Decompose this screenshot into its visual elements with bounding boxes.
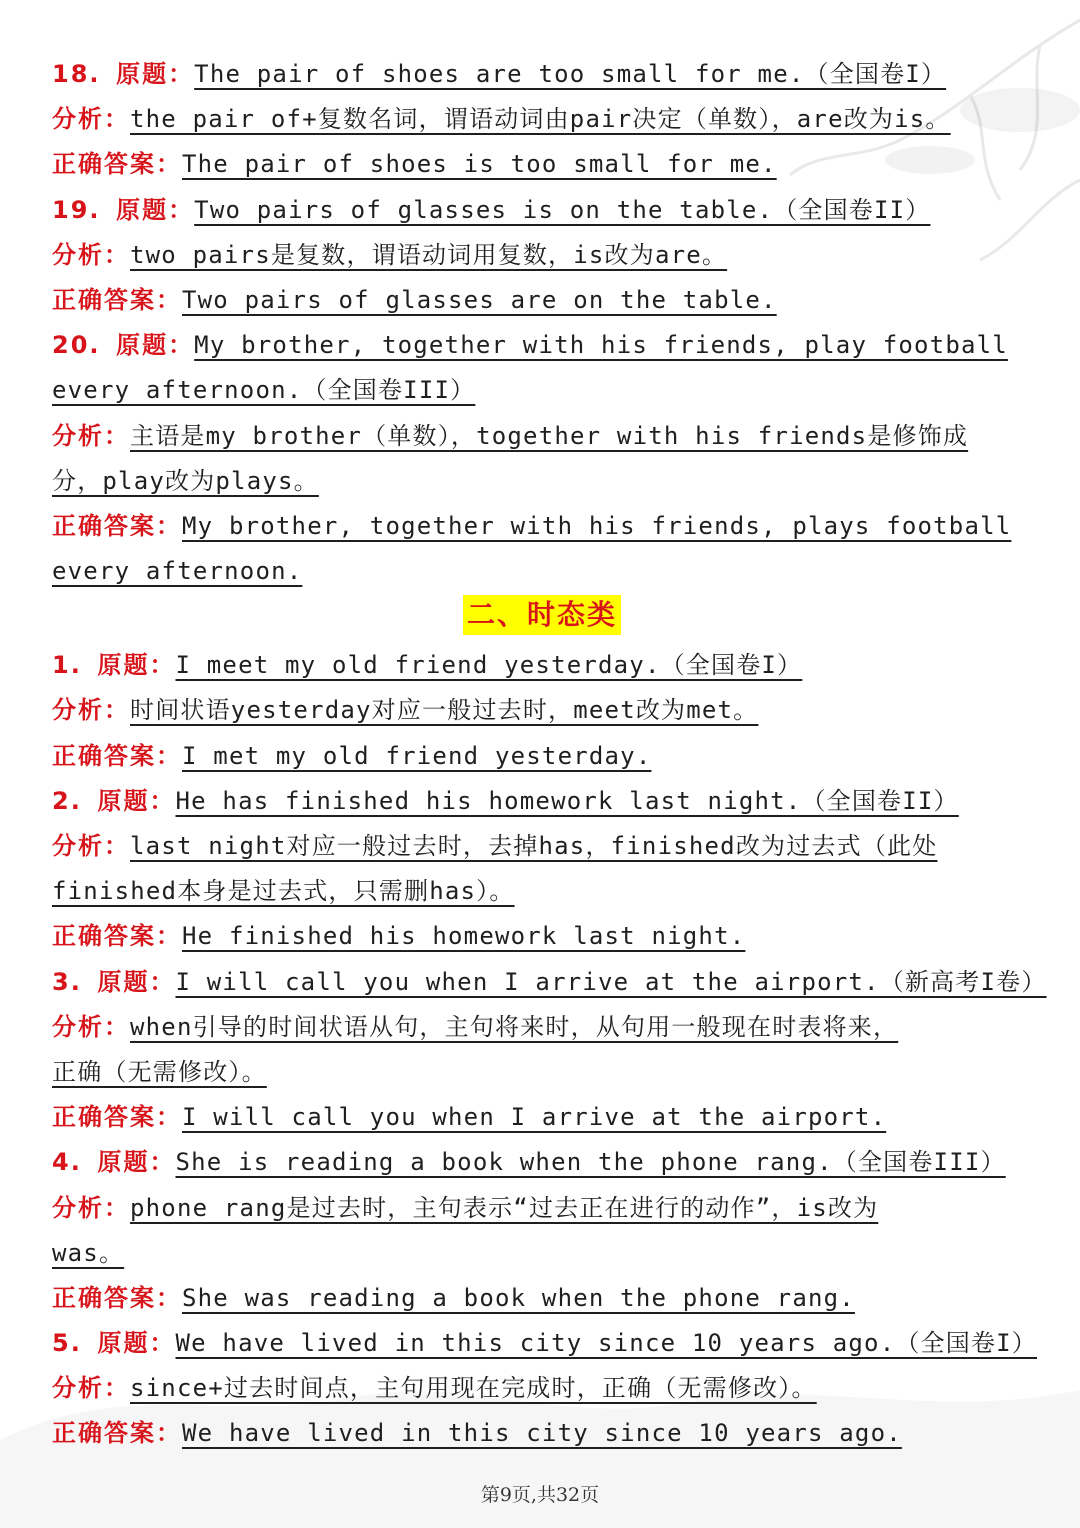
item-4-question: [52, 1140, 1032, 1185]
analysis-label: 分析：: [52, 696, 130, 725]
analysis-text: 时间状语yesterday对应一般过去时，meet改为met。: [130, 696, 759, 725]
item-3-answer: [52, 1095, 1032, 1140]
answer-label: 正确答案：: [52, 922, 182, 951]
item-18-answer: [52, 142, 1032, 187]
analysis-text-continued: was。: [52, 1238, 125, 1267]
item-1-analysis: [52, 688, 1032, 733]
item-3-question: [52, 960, 1047, 1005]
question-label: 原题：: [97, 1148, 176, 1177]
answer-text: The pair of shoes is too small for me.: [182, 150, 777, 179]
item-20-answer: [52, 504, 1032, 549]
analysis-text: two pairs是复数，谓语动词用复数，is改为are。: [130, 240, 728, 269]
item-4-answer: [52, 1276, 1032, 1321]
question-text: My brother, together with his friends, play football: [194, 331, 1008, 360]
question-number: 5.: [52, 1329, 82, 1358]
question-number: 2.: [52, 786, 82, 815]
item-5-analysis: [52, 1366, 1032, 1411]
answer-label: 正确答案：: [52, 511, 182, 540]
item-2-analysis-cont: [52, 869, 1032, 914]
analysis-label: 分析：: [52, 240, 130, 269]
question-number: 1.: [52, 651, 82, 680]
answer-label: 正确答案：: [52, 1103, 182, 1132]
question-label: 原题：: [116, 331, 195, 360]
item-19-analysis: [52, 233, 1032, 278]
analysis-label: 分析：: [52, 1193, 130, 1222]
question-label: 原题：: [97, 967, 176, 996]
analysis-text: the pair of+复数名词，谓语动词由pair决定（单数），are改为is。: [130, 105, 951, 134]
analysis-label: 分析：: [52, 832, 130, 860]
question-text: I will call you when I arrive at the airport.（新高考I卷）: [175, 967, 1047, 996]
question-text: He has finished his homework last night.（全国卷II）: [175, 786, 959, 815]
answer-text: I met my old friend yesterday.: [182, 741, 652, 770]
item-4-analysis: [52, 1186, 1032, 1231]
analysis-label: 分析：: [52, 1374, 130, 1403]
question-label: 原题：: [116, 60, 195, 88]
analysis-text: 主语是my brother（单数），together with his friends是修饰成: [130, 421, 969, 450]
item-18-question: [52, 52, 1032, 97]
question-text: We have lived in this city since 10 years ago.（全国卷I）: [175, 1329, 1037, 1358]
answer-label: 正确答案：: [52, 1283, 182, 1312]
question-number: 19.: [52, 195, 101, 224]
section-heading: [52, 594, 1032, 643]
item-2-analysis: [52, 824, 1032, 869]
question-label: 原题：: [97, 786, 176, 815]
answer-label: 正确答案：: [52, 1419, 182, 1448]
question-number: 18.: [52, 60, 101, 88]
answer-text: I will call you when I arrive at the airport.: [182, 1103, 887, 1132]
analysis-text-continued: 分，play改为plays。: [52, 466, 319, 495]
answer-label: 正确答案：: [52, 285, 182, 314]
item-20-answer-cont: [52, 549, 1032, 594]
answer-text: He finished his homework last night.: [182, 922, 746, 951]
item-2-question: [52, 779, 1032, 824]
item-5-question: [52, 1321, 1037, 1366]
item-5-answer: [52, 1411, 1032, 1456]
item-2-answer: [52, 914, 1032, 959]
item-18-analysis: [52, 97, 1032, 142]
question-number: 20.: [52, 331, 101, 360]
analysis-label: 分析：: [52, 105, 130, 134]
question-number: 4.: [52, 1148, 82, 1177]
answer-text-continued: every afternoon.: [52, 557, 303, 586]
question-label: 原题：: [116, 195, 195, 224]
answer-label: 正确答案：: [52, 150, 182, 179]
analysis-text: phone rang是过去时，主句表示“过去正在进行的动作”，is改为: [130, 1193, 879, 1222]
item-19-answer: [52, 278, 1032, 323]
item-1-question: [52, 643, 1032, 688]
question-text: I meet my old friend yesterday.（全国卷I）: [175, 651, 803, 680]
question-text: The pair of shoes are too small for me.（全国卷I）: [194, 60, 947, 88]
answer-label: 正确答案：: [52, 741, 182, 770]
question-text: Two pairs of glasses is on the table.（全国卷II）: [194, 195, 931, 224]
item-20-analysis-cont: [52, 459, 1032, 504]
item-3-analysis: [52, 1005, 1032, 1050]
item-19-question: [52, 188, 1032, 233]
analysis-label: 分析：: [52, 1012, 130, 1041]
answer-text: Two pairs of glasses are on the table.: [182, 285, 777, 314]
answer-text: We have lived in this city since 10 years ago.: [182, 1419, 902, 1448]
question-text-continued: every afternoon.（全国卷III）: [52, 376, 476, 405]
item-1-answer: [52, 734, 1032, 779]
item-3-analysis-cont: [52, 1050, 1032, 1095]
item-20-question-cont: [52, 368, 1032, 413]
document-body: [52, 52, 1047, 1457]
analysis-text: when引导的时间状语从句，主句将来时，从句用一般现在时表将来，: [130, 1012, 899, 1041]
item-20-analysis: [52, 414, 1032, 459]
item-20-question: [52, 323, 1032, 368]
analysis-text-continued: 正确（无需修改）。: [52, 1057, 267, 1086]
analysis-label: 分析：: [52, 421, 130, 450]
analysis-text-continued: finished本身是过去式，只需删has）。: [52, 877, 515, 906]
page-footer: 第9页,共32页: [480, 1484, 600, 1506]
question-label: 原题：: [97, 651, 176, 680]
analysis-text: since+过去时间点，主句用现在完成时，正确（无需修改）。: [130, 1374, 817, 1403]
item-4-analysis-cont: [52, 1231, 1032, 1276]
section-title: 二、时态类: [463, 595, 621, 635]
analysis-text: last night对应一般过去时，去掉has，finished改为过去式（此处: [130, 832, 938, 860]
question-text: She is reading a book when the phone rang.（全国卷III）: [175, 1148, 1006, 1177]
question-number: 3.: [52, 967, 82, 996]
answer-text: My brother, together with his friends, plays football: [182, 511, 1012, 540]
question-label: 原题：: [97, 1329, 176, 1358]
answer-text: She was reading a book when the phone rang.: [182, 1283, 855, 1312]
